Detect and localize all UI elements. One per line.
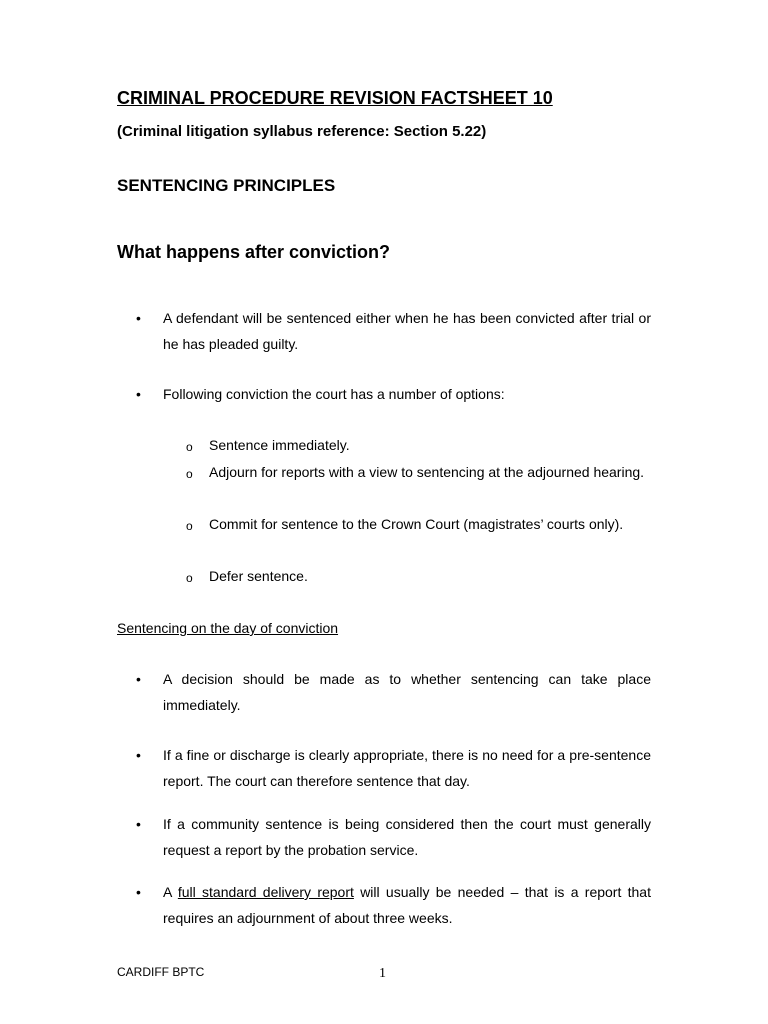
section-heading: SENTENCING PRINCIPLES [117,176,336,195]
circle-bullet-icon: o [186,571,193,585]
bullet-icon: • [136,747,141,763]
page-title: CRIMINAL PROCEDURE REVISION FACTSHEET 10 [117,88,553,108]
option-text: Sentence immediately. [209,437,350,453]
circle-bullet-icon: o [186,467,193,481]
circle-bullet-icon: o [186,440,193,454]
underlined-term: full standard delivery report [177,884,354,900]
bullet-text-suffix: will usually be needed – that is a report that requires an adjournment of about three weeks. [163,884,651,926]
syllabus-reference: (Criminal litigation syllabus reference: Section 5.22) [117,123,487,140]
bullet-text: If a fine or discharge is clearly appropriate, there is no need for a pre-sentence report. The court can therefore sentence that day. [163,747,651,789]
bullet-text: A decision should be made as to whether sentencing can take place immediately. [163,671,651,713]
circle-bullet-icon: o [186,519,193,533]
bullet-icon: • [136,884,141,900]
bullet-text-prefix: A [163,884,178,900]
option-text: Commit for sentence to the Crown Court (magistrates’ courts only). [209,516,624,532]
bullet-icon: • [136,816,141,832]
page-number: 1 [379,966,386,981]
bullet-text: If a community sentence is being considered then the court must generally request a report by the probation service. [163,816,651,858]
subheading: Sentencing on the day of conviction [117,620,339,636]
question-heading: What happens after conviction? [117,242,391,262]
bullet-icon: • [136,310,141,326]
bullet-icon: • [136,671,141,687]
bullet-text: Following conviction the court has a number of options: [163,386,505,402]
bullet-text [163,879,651,931]
bullet-text: A defendant will be sentenced either when he has been convicted after trial or he has pleaded guilty. [163,310,651,352]
option-text: Defer sentence. [209,568,308,584]
option-text: Adjourn for reports with a view to sentencing at the adjourned hearing. [209,464,645,480]
footer-institution: CARDIFF BPTC [117,965,205,979]
bullet-icon: • [136,386,141,402]
